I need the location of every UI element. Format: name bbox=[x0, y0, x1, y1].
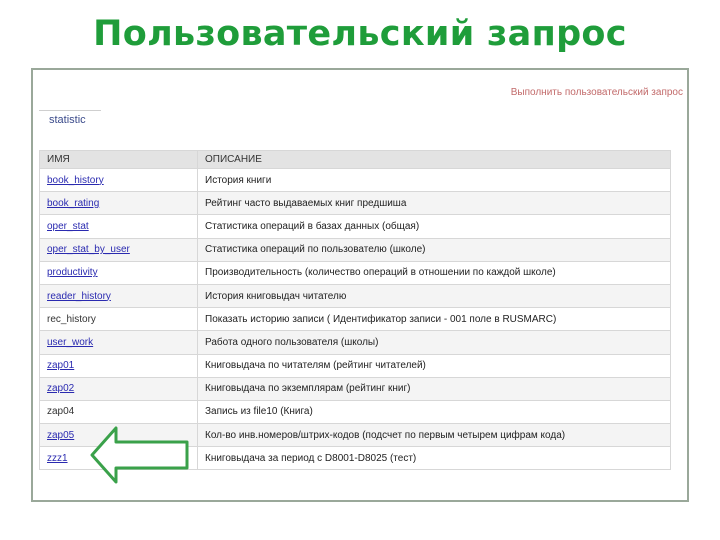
query-name-link[interactable]: oper_stat_by_user bbox=[47, 244, 130, 256]
query-name-link[interactable]: zap02 bbox=[47, 383, 75, 395]
table-row bbox=[40, 192, 671, 215]
query-description-cell: Книговыдача за период с D8001-D8025 (тест) bbox=[198, 447, 671, 470]
query-description-cell: История книги bbox=[198, 169, 671, 192]
query-description-cell: Рейтинг часто выдаваемых книг предшиша bbox=[198, 192, 671, 215]
query-name-link: zap04 bbox=[47, 406, 75, 418]
query-description-cell: Кол-во инв.номеров/штрих-кодов (подсчет по первым четырем цифрам кода) bbox=[198, 424, 671, 447]
query-name-link[interactable]: zap05 bbox=[47, 429, 75, 441]
table-header-row bbox=[40, 151, 671, 169]
tab-divider bbox=[39, 110, 101, 111]
query-name-link[interactable]: zzz1 bbox=[47, 452, 68, 464]
left-arrow-icon bbox=[90, 425, 190, 485]
table-row bbox=[40, 354, 671, 377]
table-row bbox=[40, 238, 671, 261]
query-description-cell: Производительность (количество операций в отношении по каждой школе) bbox=[198, 261, 671, 284]
query-name-cell[interactable] bbox=[40, 192, 198, 215]
query-description-cell: Показать историю записи ( Идентификатор записи - 001 поле в RUSMARC) bbox=[198, 308, 671, 331]
query-name-link[interactable]: zap01 bbox=[47, 360, 75, 372]
query-name-link[interactable]: book_rating bbox=[47, 197, 100, 209]
table-row bbox=[40, 261, 671, 284]
tab-statistic[interactable]: statistic bbox=[49, 114, 86, 126]
query-name-link[interactable]: oper_stat bbox=[47, 220, 89, 232]
column-header-description: ОПИСАНИЕ bbox=[198, 151, 671, 169]
table-row bbox=[40, 377, 671, 400]
query-name-cell[interactable] bbox=[40, 215, 198, 238]
table-row bbox=[40, 284, 671, 307]
query-description-cell: Книговыдача по читателям (рейтинг читателей) bbox=[198, 354, 671, 377]
table-row bbox=[40, 169, 671, 192]
query-name-cell bbox=[40, 400, 198, 423]
table-row bbox=[40, 308, 671, 331]
table-row bbox=[40, 331, 671, 354]
query-description-cell: Статистика операций по пользователю (школе) bbox=[198, 238, 671, 261]
query-name-cell[interactable] bbox=[40, 238, 198, 261]
query-description-cell: Книговыдача по экземплярам (рейтинг книг) bbox=[198, 377, 671, 400]
query-name-link: rec_history bbox=[47, 313, 96, 325]
query-name-link[interactable]: reader_history bbox=[47, 290, 111, 302]
query-name-link[interactable]: productivity bbox=[47, 267, 98, 279]
query-description-cell: Запись из file10 (Книга) bbox=[198, 400, 671, 423]
slide-title: Пользовательский запрос bbox=[93, 14, 627, 54]
query-description-cell: Работа одного пользователя (школы) bbox=[198, 331, 671, 354]
column-header-name: ИМЯ bbox=[40, 151, 198, 169]
query-name-cell[interactable] bbox=[40, 354, 198, 377]
query-name-cell[interactable] bbox=[40, 377, 198, 400]
query-description-cell: Статистика операций в базах данных (общая) bbox=[198, 215, 671, 238]
table-row bbox=[40, 215, 671, 238]
query-name-link[interactable]: user_work bbox=[47, 336, 94, 348]
query-name-cell[interactable] bbox=[40, 261, 198, 284]
query-name-cell bbox=[40, 308, 198, 331]
query-name-cell[interactable] bbox=[40, 169, 198, 192]
query-name-cell[interactable] bbox=[40, 284, 198, 307]
queries-table bbox=[39, 150, 671, 470]
query-name-link[interactable]: book_history bbox=[47, 174, 104, 186]
table-row bbox=[40, 400, 671, 423]
query-name-cell[interactable] bbox=[40, 331, 198, 354]
run-query-link[interactable]: Выполнить пользовательский запрос bbox=[510, 87, 683, 98]
query-description-cell: История книговыдач читателю bbox=[198, 284, 671, 307]
